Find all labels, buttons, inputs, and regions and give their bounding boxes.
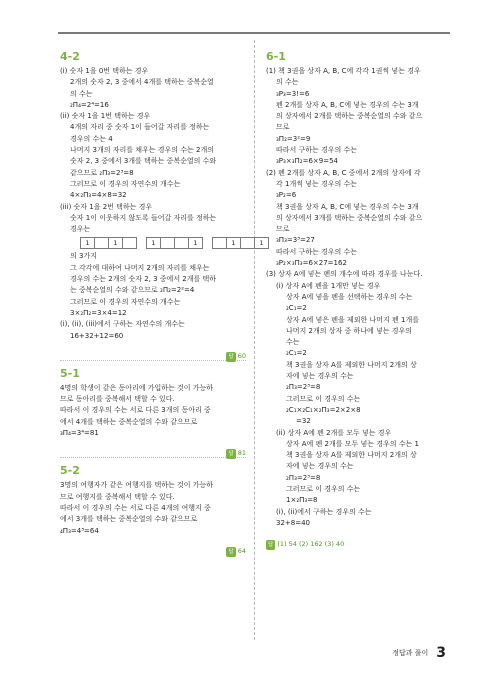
answer-badge bbox=[266, 539, 344, 550]
text-line: ₂Π₃=2³=8 bbox=[286, 383, 321, 392]
text-line: 상자 A에 넣은 펜을 제외한 나머지 펜 1개를 bbox=[286, 315, 420, 324]
text-line: 4×₂Π₃=4×8=32 bbox=[70, 191, 127, 200]
text-line: 수는 bbox=[286, 338, 300, 347]
text-line: ₂C₁=2 bbox=[286, 349, 307, 358]
digit-slot: 1 bbox=[80, 237, 95, 249]
text-line: 에서 3개를 택하는 중복순열의 수와 같으므로 bbox=[60, 515, 198, 524]
text-line: 므로 동아리를 중복해서 택할 수 있다. bbox=[60, 395, 175, 404]
text-line: 므로 bbox=[276, 123, 290, 132]
text-line: ₃P₃=3!=6 bbox=[276, 89, 310, 98]
text-line: (ii) 숫자 1을 1번 택하는 경우 bbox=[60, 112, 151, 121]
text-line: 자에 넣는 경우의 수는 bbox=[286, 462, 354, 471]
text-line: 의 상자에서 2개를 택하는 중복순열의 수와 같으 bbox=[276, 112, 423, 121]
text-line: 숫자 2, 3 중에서 3개를 택하는 중복순열의 수와 bbox=[70, 157, 217, 166]
top-rule bbox=[58, 32, 450, 34]
answer-value: (1) 54 (2) 162 (3) 40 bbox=[277, 540, 345, 549]
arrangement-option bbox=[212, 237, 268, 249]
text-line: 3명의 여행자가 같은 여행지를 택하는 것이 가능하 bbox=[60, 481, 214, 490]
text-line: (i), (ii)에서 구하는 경우의 수는 bbox=[276, 507, 372, 516]
digit-slot: 1 bbox=[254, 237, 269, 249]
digit-slot bbox=[122, 237, 137, 249]
text-line: 32+8=40 bbox=[276, 518, 310, 527]
answer-value: 64 bbox=[237, 546, 246, 555]
text-line: ₃P₂×₃Π₃=6×27=162 bbox=[276, 259, 347, 268]
text-line: 그 각각에 대하여 나머지 2개의 자리를 채우는 bbox=[70, 263, 210, 272]
text-line: 경우의 수는 2개의 숫자 2, 3 중에서 2개를 택하 bbox=[70, 275, 217, 284]
text-line: 4명의 학생이 같은 동아리에 가입하는 것이 가능하 bbox=[60, 383, 214, 392]
answer-badge bbox=[226, 448, 246, 459]
text-line: (i) 숫자 1을 0번 택하는 경우 bbox=[60, 67, 149, 75]
text-line: 의 수는 bbox=[276, 78, 299, 87]
text-line: 에서 4개를 택하는 중복순열의 수와 같으므로 bbox=[60, 417, 198, 426]
text-line: 펜 2개를 상자 A, B, C에 넣는 경우의 수는 3개 bbox=[276, 100, 419, 109]
digit-slot: 1 bbox=[108, 237, 123, 249]
text-line: 나머지 3개의 자리를 채우는 경우의 수는 2개의 bbox=[70, 146, 214, 155]
right-column bbox=[266, 50, 450, 549]
answer-badge bbox=[226, 351, 246, 362]
answer-icon: 답 bbox=[268, 542, 274, 549]
page-footer bbox=[392, 645, 446, 661]
text-line: 그러므로 이 경우의 수는 bbox=[286, 394, 361, 403]
section-title: 4-2 bbox=[60, 50, 80, 63]
text-line: ₂Π₄=2⁴=16 bbox=[70, 100, 109, 109]
text-line: ₂C₁=2 bbox=[286, 304, 307, 313]
text-line: ₃Π₂=3²=9 bbox=[276, 134, 311, 143]
solution-body bbox=[60, 66, 246, 235]
text-line: (i), (ii), (iii)에서 구하는 자연수의 개수는 bbox=[60, 320, 185, 329]
text-line: 숫자 1이 이웃하지 않도록 들어갈 자리를 정하는 bbox=[70, 213, 217, 222]
text-line: 의 수는 bbox=[70, 89, 93, 98]
text-line: ₂C₁×₂C₁×₂Π₃=2×2×8 bbox=[286, 405, 361, 414]
text-line: 의 3가지 bbox=[70, 252, 97, 261]
solution-5-2 bbox=[60, 464, 246, 555]
text-line: (3) 상자 A에 넣는 펜의 개수에 따라 경우를 나눈다. bbox=[266, 270, 423, 279]
text-line: 따라서 이 경우의 수는 서로 다른 4개의 여행지 중 bbox=[60, 503, 211, 512]
text-line: 나머지 2개의 상자 중 하나에 넣는 경우의 bbox=[286, 326, 412, 335]
text-line: 따라서 구하는 경우의 수는 bbox=[276, 146, 358, 155]
answer-value: 81 bbox=[237, 449, 246, 458]
answer-badge bbox=[226, 546, 246, 557]
page-number: 3 bbox=[436, 645, 446, 661]
text-line: 경우의 수는 4 bbox=[70, 134, 113, 143]
solution-body bbox=[60, 383, 246, 439]
text-line: 책 3권을 상자 A를 제외한 나머지 2개의 상 bbox=[286, 451, 417, 460]
section-separator bbox=[60, 457, 246, 458]
text-line: 따라서 구하는 경우의 수는 bbox=[276, 247, 358, 256]
text-line: 므로 여행지를 중복해서 택할 수 있다. bbox=[60, 492, 175, 501]
solution-body bbox=[266, 66, 450, 529]
digit-arrangement-diagram bbox=[80, 237, 264, 249]
digit-slot bbox=[240, 237, 255, 249]
text-line: 책 3권을 상자 A, B, C에 넣는 경우의 수는 3개 bbox=[276, 202, 419, 211]
solution-body bbox=[60, 480, 246, 536]
text-line: 경우는 bbox=[70, 225, 91, 234]
text-line: 는 중복순열의 수와 같으므로 ₂Π₂=2²=4 bbox=[70, 286, 195, 295]
answer-icon: 답 bbox=[228, 451, 234, 458]
text-line: ₃Π₃=3³=27 bbox=[276, 236, 315, 245]
digit-slot bbox=[94, 237, 109, 249]
footer-label: 정답과 풀이 bbox=[392, 649, 429, 657]
solution-5-1 bbox=[60, 366, 246, 458]
section-title: 5-1 bbox=[60, 366, 80, 380]
arrangement-option bbox=[80, 237, 136, 249]
text-line: =32 bbox=[296, 417, 311, 426]
text-line: 따라서 이 경우의 수는 서로 다른 3개의 동아리 중 bbox=[60, 406, 211, 415]
digit-slot bbox=[212, 237, 227, 249]
text-line: (1) 책 3권을 상자 A, B, C에 각각 1권씩 넣는 경우 bbox=[266, 67, 421, 75]
text-line: ₃P₂=6 bbox=[276, 191, 297, 200]
column-divider bbox=[254, 40, 255, 640]
text-line: (2) 펜 2개를 상자 A, B, C 중에서 2개의 상자에 각 bbox=[266, 168, 421, 177]
text-line: 2개의 숫자 2, 3 중에서 4개를 택하는 중복순열 bbox=[70, 78, 214, 87]
text-line: (i) 상자 A에 펜을 1개만 넣는 경우 bbox=[276, 281, 381, 290]
text-line: ₃Π₄=3⁴=81 bbox=[60, 429, 99, 438]
text-line: ₃P₃×₃Π₂=6×9=54 bbox=[276, 157, 338, 166]
text-line: 4개의 자리 중 숫자 1이 들어갈 자리를 정하는 bbox=[70, 123, 210, 132]
text-line: 16+32+12=60 bbox=[70, 331, 124, 340]
digit-slot: 1 bbox=[146, 237, 161, 249]
text-line: (iii) 숫자 1을 2번 택하는 경우 bbox=[60, 202, 153, 211]
section-separator bbox=[60, 360, 246, 361]
section-title: 6-1 bbox=[266, 50, 286, 63]
answer-icon: 답 bbox=[228, 548, 234, 555]
solution-6-1 bbox=[266, 50, 450, 549]
text-line: 의 상자에서 3개를 택하는 중복순열의 수와 같으 bbox=[276, 213, 423, 222]
answer-value: 60 bbox=[237, 351, 246, 360]
digit-slot bbox=[160, 237, 175, 249]
answer-icon: 답 bbox=[228, 353, 234, 360]
text-line: 3×₂Π₂=3×4=12 bbox=[70, 308, 127, 317]
text-line: 그러므로 이 경우의 자연수의 개수는 bbox=[70, 297, 181, 306]
text-line: 1×₂Π₃=8 bbox=[286, 496, 318, 505]
text-line: ₂Π₃=2³=8 bbox=[286, 473, 321, 482]
section-title: 5-2 bbox=[60, 464, 80, 478]
text-line: 상자 A에 펜 2개를 모두 넣는 경우의 수는 1 bbox=[286, 439, 419, 448]
text-line: 자에 넣는 경우의 수는 bbox=[286, 372, 354, 381]
digit-slot bbox=[174, 237, 189, 249]
text-line: 각 1개씩 넣는 경우의 수는 bbox=[276, 179, 357, 188]
text-line: 상자 A에 넣을 펜을 선택하는 경우의 수는 bbox=[286, 292, 413, 301]
text-line: 그러므로 이 경우의 수는 bbox=[286, 484, 361, 493]
digit-slot: 1 bbox=[188, 237, 203, 249]
text-line: 므로 bbox=[276, 225, 290, 234]
solution-body-continued bbox=[60, 251, 246, 341]
text-line: ₄Π₃=4³=64 bbox=[60, 526, 99, 535]
arrangement-option bbox=[146, 237, 202, 249]
solution-4-2 bbox=[60, 50, 264, 360]
digit-slot: 1 bbox=[226, 237, 241, 249]
text-line: 같으므로 ₂Π₃=2³=8 bbox=[70, 168, 134, 177]
text-line: 그러므로 이 경우의 자연수의 개수는 bbox=[70, 179, 181, 188]
text-line: (ii) 상자 A에 펜 2개를 모두 넣는 경우 bbox=[276, 428, 392, 437]
left-column bbox=[60, 50, 264, 555]
text-line: 책 3권을 상자 A를 제외한 나머지 2개의 상 bbox=[286, 360, 417, 369]
